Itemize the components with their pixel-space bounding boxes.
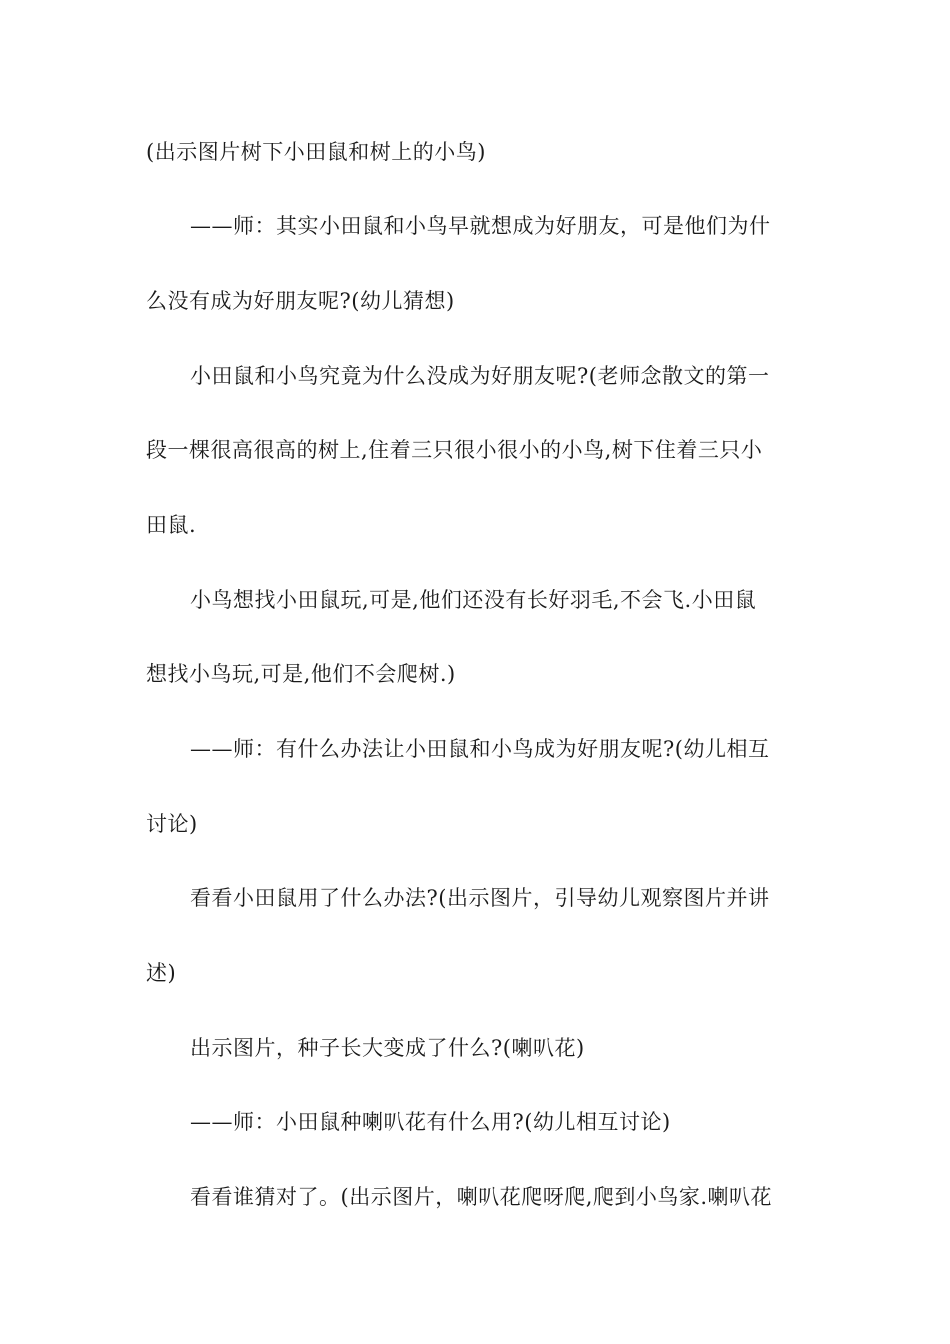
text-line-15: 看看谁猜对了。(出示图片，喇叭花爬呀爬,爬到小鸟家.喇叭花 — [190, 1185, 773, 1209]
text-line-10: 讨论) — [146, 812, 198, 836]
text-line-8: 想找小鸟玩,可是,他们不会爬树.) — [146, 662, 456, 686]
text-line-9: ——师：有什么办法让小田鼠和小鸟成为好朋友呢?(幼儿相互 — [190, 737, 770, 761]
text-line-7: 小鸟想找小田鼠玩,可是,他们还没有长好羽毛,不会飞.小田鼠 — [190, 588, 757, 612]
text-line-13: 出示图片，种子长大变成了什么?(喇叭花) — [190, 1036, 585, 1060]
text-line-3: 么没有成为好朋友呢?(幼儿猜想) — [146, 289, 455, 313]
text-line-11: 看看小田鼠用了什么办法?(出示图片，引导幼儿观察图片并讲 — [190, 886, 770, 910]
text-line-4: 小田鼠和小鸟究竟为什么没成为好朋友呢?(老师念散文的第一 — [190, 364, 770, 388]
text-line-1: (出示图片树下小田鼠和树上的小鸟) — [146, 140, 486, 164]
text-line-12: 述) — [146, 961, 177, 985]
text-line-6: 田鼠. — [146, 513, 197, 537]
text-line-14: ——师：小田鼠种喇叭花有什么用?(幼儿相互讨论) — [190, 1110, 671, 1134]
text-line-2: ——师：其实小田鼠和小鸟早就想成为好朋友，可是他们为什 — [190, 214, 771, 238]
text-line-5: 段一棵很高很高的树上,住着三只很小很小的小鸟,树下住着三只小 — [146, 438, 763, 462]
